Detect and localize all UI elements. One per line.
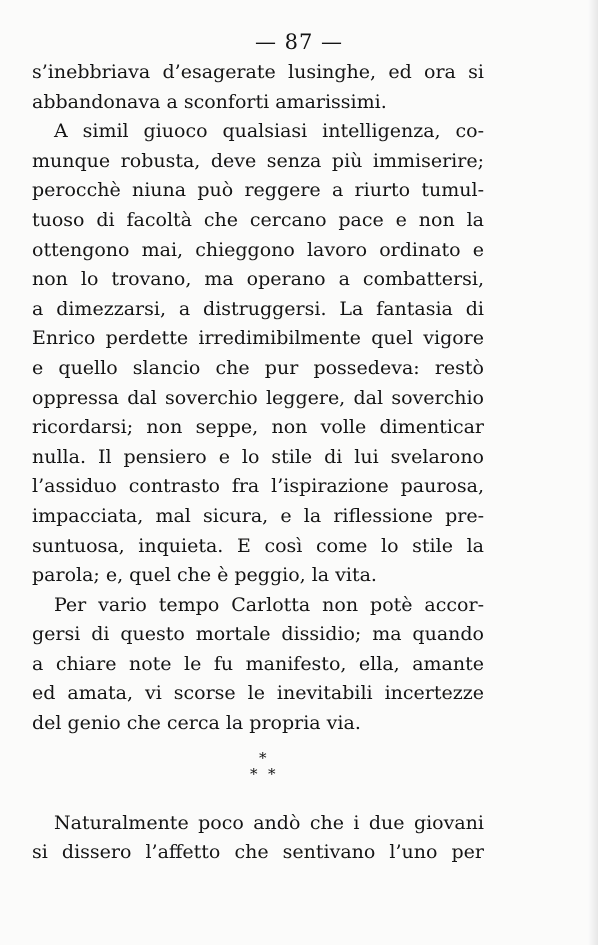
- page-number: — 87 —: [254, 30, 344, 54]
- text-line: ricordarsi; non seppe, non volle dimenticar: [32, 416, 484, 439]
- asterisk-ornament: *: [259, 748, 267, 767]
- body-text: [32, 58, 484, 868]
- paragraph-3: [32, 591, 484, 739]
- text-line: tuoso di facoltà che cercano pace e non la: [32, 208, 484, 231]
- paragraph-2: [32, 117, 484, 591]
- text-line: Naturalmente poco andò che i due giovani: [54, 811, 484, 834]
- text-line: e quello slancio che pur possedeva: restò: [32, 356, 484, 379]
- text-line: l’assiduo contrasto fra l’ispirazione paurosa,: [32, 475, 484, 498]
- section-separator: [32, 739, 484, 809]
- text-line: perocchè niuna può reggere a riurto tumul-: [32, 179, 484, 202]
- scan-edge-shadow: [588, 0, 598, 945]
- text-line: gersi di questo mortale dissidio; ma quando: [32, 623, 484, 646]
- text-line: Enrico perdette irredimibilmente quel vigore: [32, 327, 484, 350]
- text-line: munque robusta, deve senza più immiserire;: [32, 149, 484, 172]
- text-line: abbandonava a sconforti amarissimi.: [32, 90, 387, 113]
- text-line: s’inebbriava d’esagerate lusinghe, ed ora si: [32, 61, 484, 83]
- text-line: A simil giuoco qualsiasi intelligenza, co-: [54, 120, 484, 143]
- text-line: ottengono mai, chieggono lavoro ordinato e: [32, 238, 484, 261]
- text-line: suntuosa, inquieta. E così come lo stile la: [32, 534, 484, 557]
- text-line: impacciata, mal sicura, e la riflessione pre-: [32, 504, 484, 527]
- text-line: a chiare note le fu manifesto, ella, amante: [32, 652, 484, 675]
- paragraph-4: [32, 809, 484, 868]
- paragraph-1: [32, 58, 484, 117]
- asterisk-ornament: *: [250, 764, 258, 783]
- text-line: parola; e, quel che è peggio, la vita.: [32, 564, 377, 587]
- text-line: del genio che cerca la propria via.: [32, 712, 361, 735]
- asterisk-ornament: *: [268, 764, 276, 783]
- text-line: non lo trovano, ma operano a combattersi,: [32, 268, 484, 291]
- text-line: nulla. Il pensiero e lo stile di lui svelarono: [32, 445, 484, 468]
- text-line: Per vario tempo Carlotta non potè accor-: [54, 593, 484, 616]
- text-line: ed amata, vi scorse le inevitabili incertezze: [32, 682, 484, 705]
- text-line: si dissero l’affetto che sentivano l’uno per: [32, 841, 484, 864]
- text-line: oppressa dal soverchio leggere, dal soverchio: [32, 386, 484, 409]
- text-line: a dimezzarsi, a distruggersi. La fantasia di: [32, 297, 484, 320]
